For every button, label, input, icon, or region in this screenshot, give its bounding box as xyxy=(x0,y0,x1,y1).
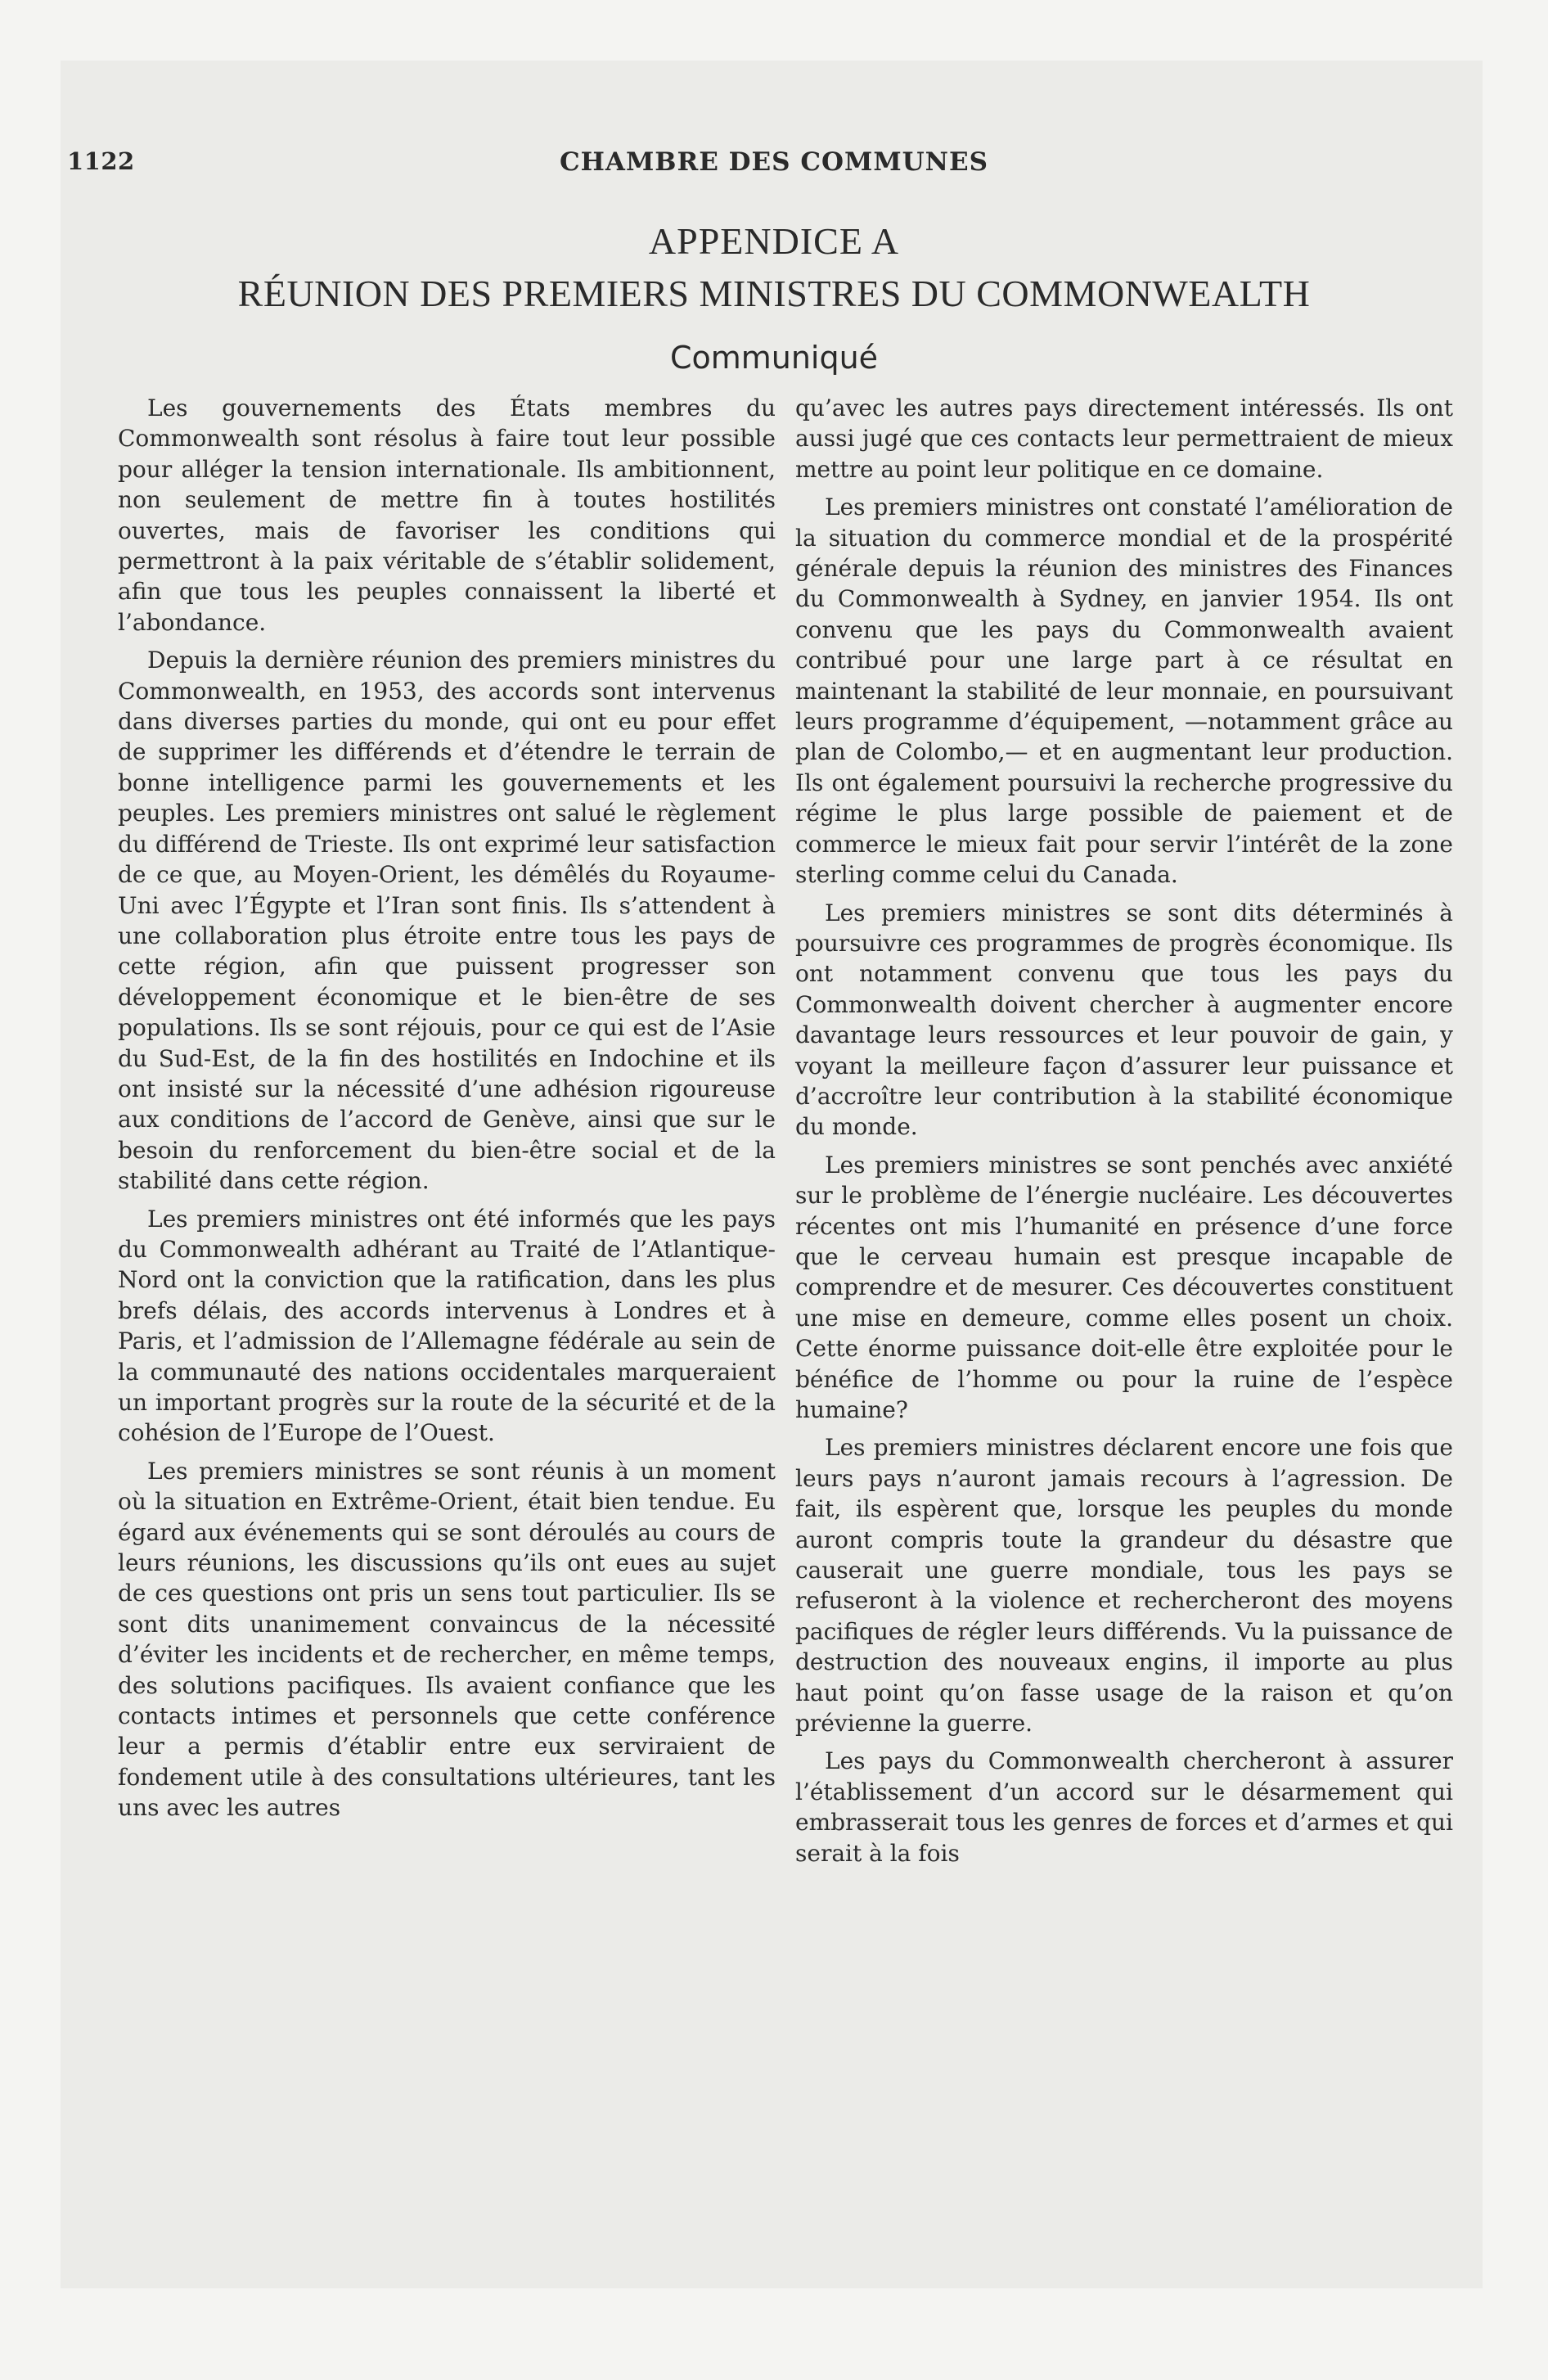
document-subtitle: RÉUNION DES PREMIERS MINISTRES DU COMMONWEALTH xyxy=(237,273,1311,314)
paragraph: Les pays du Commonwealth chercheront à assurer l’établissement d’un accord sur le désarmement qui embrasserait tous les genres de forces et d’armes et qui serait à la fois xyxy=(795,1747,1453,1867)
paragraph: Depuis la dernière réunion des premiers ministres du Commonwealth, en 1953, des accords sont intervenus dans diverses parties du monde, qui ont eu pour effet de supprimer les différends et d’étendre le terrain de bonne intelligence parmi les gouvernements et les peuples. Les premiers ministres ont salué le règlement du différend de Trieste. Ils ont exprimé leur satisfaction de ce que, au Moyen-Orient, les démêlés du Royaume-Uni avec l’Égypte et l’Iran sont finis. Ils s’attendent à une collaboration plus étroite entre tous les pays de cette région, afin que puissent progresser son développement économique et le bien-être de ses populations. Ils se sont réjouis, pour ce qui est de l’Asie du Sud-Est, de la fin des hostilités en Indochine et ils ont insisté sur la nécessité d’une adhésion rigoureuse aux conditions de l’accord de Genève, ainsi que sur le besoin du renforcement du bien-être social et de la stabilité dans cette région. xyxy=(118,647,776,1195)
paragraph: Les premiers ministres se sont dits déterminés à poursuivre ces programmes de progrès économique. Ils ont notamment convenu que tous les pays du Commonwealth doivent chercher à augmenter encore davantage leurs ressources et leur pouvoir de gain, y voyant la meilleure façon d’assurer leur puissance et d’accroître leur contribution à la stabilité économique du monde. xyxy=(795,899,1453,1141)
paragraph: Les premiers ministres se sont réunis à un moment où la situation en Extrême-Orient, était bien tendue. Eu égard aux événements qui se sont déroulés au cours de leurs réunions, les discussions qu’ils ont eues au sujet de ces questions ont pris un sens tout particulier. Ils se sont dits unanimement convaincus de la nécessité d’éviter les incidents et de rechercher, en même temps, des solutions pacifiques. Ils avaient confiance que les contacts intimes et personnels que cette conférence leur a permis d’établir entre eux serviraient de fondement utile à des consultations ultérieures, tant les uns avec les autres xyxy=(118,1457,776,1822)
paragraph-continuation: qu’avec les autres pays directement intéressés. Ils ont aussi jugé que ces contacts leur permettraient de mieux mettre au point leur politique en ce domaine. xyxy=(795,394,1453,483)
paragraph: Les premiers ministres ont constaté l’amélioration de la situation du commerce mondial et de la prospérité générale depuis la réunion des ministres des Finances du Commonwealth à Sydney, en janvier 1954. Ils ont convenu que les pays du Commonwealth avaient contribué pour une large part à ce résultat en maintenant la stabilité de leur monnaie, en poursuivant leurs programme d’équipement, —notamment grâce au plan de Colombo,— et en augmentant leur production. Ils ont également poursuivi la recherche progressive du régime le plus large possible de paiement et de commerce le mieux fait pour servir l’intérêt de la zone sterling comme celui du Canada. xyxy=(795,494,1453,889)
paragraph: Les premiers ministres se sont penchés avec anxiété sur le problème de l’énergie nucléaire. Les découvertes récentes ont mis l’humanité en présence d’une force que le cerveau humain est presque incapable de comprendre et de mesurer. Ces découvertes constituent une mise en demeure, comme elles posent un choix. Cette énorme puissance doit-elle être exploitée pour le bénéfice de l’homme ou pour la ruine de l’espèce humaine? xyxy=(795,1151,1453,1423)
right-column xyxy=(795,393,1453,1876)
paragraph: Les gouvernements des États membres du Commonwealth sont résolus à faire tout leur possible pour alléger la tension internationale. Ils ambitionnent, non seulement de mettre fin à toutes hostilités ouvertes, mais de favoriser les conditions qui permettront à la paix véritable de s’établir solidement, afin que tous les peuples connaissent la liberté et l’abondance. xyxy=(118,394,776,636)
left-column xyxy=(118,393,776,1831)
appendix-title: APPENDICE A xyxy=(648,220,900,262)
paragraph: Les premiers ministres déclarent encore une fois que leurs pays n’auront jamais recours à l’agression. De fait, ils espèrent que, lorsque les peuples du monde auront compris toute la grandeur du désastre que causerait une guerre mondiale, tous les pays se refuseront à la violence et rechercheront des moyens pacifiques de régler leurs différends. Vu la puissance de destruction des nouveaux engins, il importe au plus haut point qu’on fasse usage de la raison et qu’on prévienne la guerre. xyxy=(795,1434,1453,1738)
section-heading: Communiqué xyxy=(669,340,879,376)
running-head-title: CHAMBRE DES COMMUNES xyxy=(559,147,989,177)
page-number: 1122 xyxy=(67,147,135,175)
paragraph: Les premiers ministres ont été informés que les pays du Commonwealth adhérant au Traité de l’Atlantique-Nord ont la conviction que la ratification, dans les plus brefs délais, des accords intervenus à Londres et à Paris, et l’admission de l’Allemagne fédérale au sein de la communauté des nations occidentales marqueraient un important progrès sur la route de la sécurité et de la cohésion de l’Europe de l’Ouest. xyxy=(118,1205,776,1447)
